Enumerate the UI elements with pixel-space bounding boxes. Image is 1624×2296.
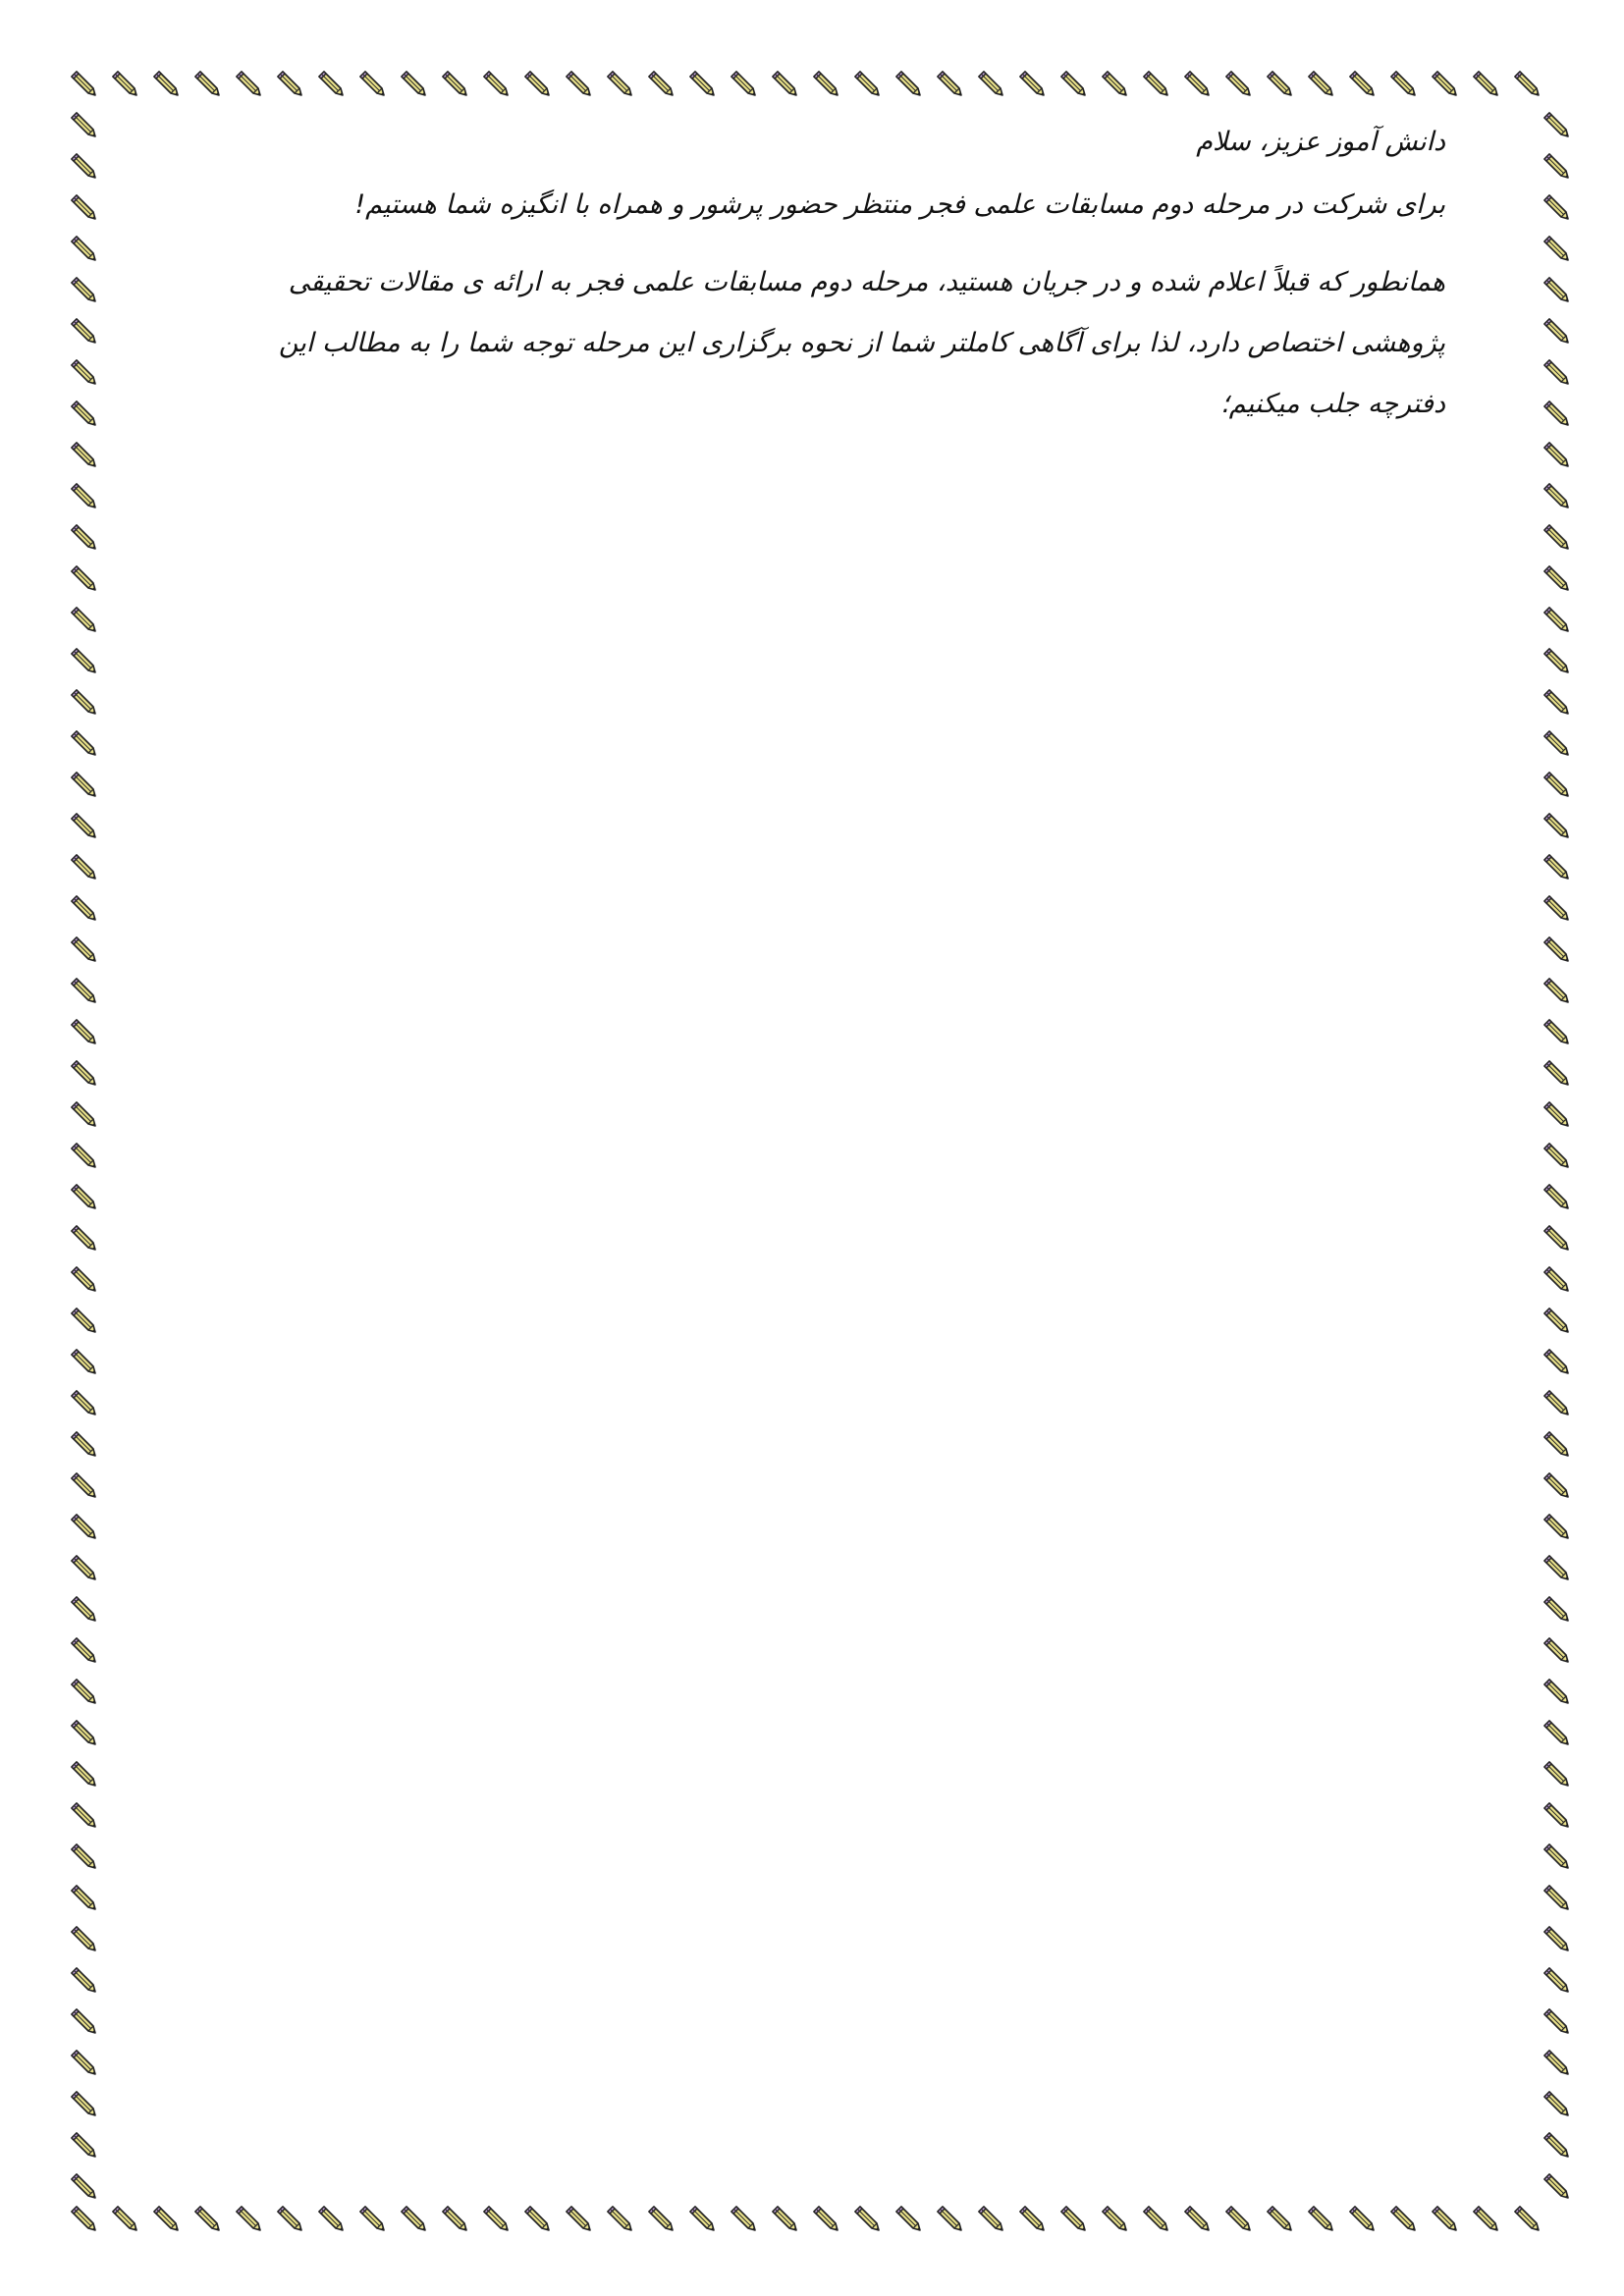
pencil-icon: [72, 278, 95, 301]
greeting-line: دانش آموز عزیز، سلام: [1196, 127, 1445, 157]
pencil-icon: [1061, 72, 1085, 95]
pencil-icon: [72, 1556, 95, 1579]
pencil-icon: [72, 72, 95, 95]
pencil-icon: [1544, 113, 1568, 136]
pencil-icon: [773, 2207, 796, 2230]
pencil-icon: [72, 1638, 95, 1662]
pencil-icon: [1544, 1473, 1568, 1497]
pencil-icon: [72, 1473, 95, 1497]
pencil-icon: [1433, 2207, 1456, 2230]
pencil-icon: [1544, 2051, 1568, 2074]
pencil-icon: [72, 2207, 95, 2230]
pencil-icon: [896, 2207, 920, 2230]
pencil-icon: [1544, 278, 1568, 301]
pencil-icon: [690, 2207, 714, 2230]
pencil-icon: [72, 360, 95, 384]
pencil-icon: [72, 1061, 95, 1085]
pencil-icon: [1433, 72, 1456, 95]
pencil-icon: [72, 1391, 95, 1415]
pencil-icon: [319, 2207, 343, 2230]
pencil-icon: [1544, 443, 1568, 466]
pencil-icon: [1474, 72, 1497, 95]
pencil-icon: [72, 773, 95, 796]
pencil-icon: [72, 896, 95, 920]
pencil-icon: [402, 72, 425, 95]
pencil-icon: [72, 1721, 95, 1744]
pencil-icon: [1544, 1185, 1568, 1208]
pencil-icon: [1020, 2207, 1044, 2230]
paragraph-details: همانطور که قبلاً اعلام شده و در جریان هستید، مرحله دوم مسابقات علمی فجر به ارائه ی مقالات تحقیقی پژوهشی اختصاص دارد، لذا برای آگاهی کاملتر شما از نحوه برگزاری این مرحله توجه شما را به مطالب این دفترچه جلب میکنیم؛: [278, 267, 1445, 419]
pencil-icon: [72, 566, 95, 590]
pencil-icon: [113, 72, 136, 95]
pencil-icon: [1544, 1803, 1568, 1827]
pencil-icon: [1350, 2207, 1374, 2230]
pencil-icon: [1544, 1680, 1568, 1703]
pencil-icon: [72, 1968, 95, 1992]
pencil-icon: [567, 2207, 590, 2230]
pencil-icon: [72, 2092, 95, 2115]
pencil-icon: [1544, 1927, 1568, 1950]
pencil-icon: [773, 72, 796, 95]
pencil-icon: [1309, 72, 1332, 95]
pencil-icon: [237, 2207, 260, 2230]
pencil-icon: [154, 2207, 178, 2230]
pencil-icon: [72, 195, 95, 219]
pencil-icon: [1544, 237, 1568, 260]
pencil-icon: [154, 72, 178, 95]
pencil-icon: [1544, 2009, 1568, 2033]
pencil-icon: [113, 2207, 136, 2230]
paragraph-invitation: برای شرکت در مرحله دوم مسابقات علمی فجر منتظر حضور پرشور و همراه با انگیزه شما هستیم!: [354, 189, 1445, 220]
pencil-icon: [1544, 1267, 1568, 1291]
pencil-icon: [1544, 855, 1568, 879]
pencil-icon: [72, 1762, 95, 1786]
pencil-icon: [72, 1597, 95, 1621]
pencil-icon: [1226, 72, 1250, 95]
pencil-icon: [72, 855, 95, 879]
pencil-icon: [649, 2207, 673, 2230]
pencil-icon: [1544, 1391, 1568, 1415]
pencil-icon: [608, 2207, 631, 2230]
pencil-icon: [72, 1226, 95, 1250]
pencil-icon: [72, 690, 95, 714]
pencil-icon: [484, 2207, 508, 2230]
pencil-icon: [72, 937, 95, 961]
pencil-icon: [72, 1844, 95, 1868]
pencil-icon: [72, 319, 95, 343]
pencil-icon: [690, 72, 714, 95]
pencil-icon: [1144, 72, 1167, 95]
pencil-icon: [1544, 690, 1568, 714]
pencil-icon: [979, 72, 1002, 95]
pencil-icon: [72, 2133, 95, 2157]
pencil-icon: [72, 731, 95, 755]
pencil-icon: [72, 1185, 95, 1208]
pencil-icon: [1020, 72, 1044, 95]
pencil-icon: [1309, 2207, 1332, 2230]
pencil-icon: [649, 72, 673, 95]
pencil-icon: [319, 72, 343, 95]
pencil-icon: [1544, 1597, 1568, 1621]
pencil-icon: [72, 1886, 95, 1909]
pencil-icon: [1515, 72, 1539, 95]
pencil-icon: [360, 72, 384, 95]
pencil-icon: [1268, 2207, 1291, 2230]
pencil-icon: [1544, 2133, 1568, 2157]
pencil-icon: [1544, 608, 1568, 631]
pencil-icon: [1544, 1432, 1568, 1456]
pencil-icon: [72, 2174, 95, 2198]
pencil-icon: [1544, 1556, 1568, 1579]
pencil-icon: [608, 72, 631, 95]
pencil-icon: [72, 401, 95, 425]
pencil-icon: [72, 1803, 95, 1827]
pencil-icon: [1544, 773, 1568, 796]
pencil-icon: [72, 979, 95, 1002]
pencil-icon: [1544, 1638, 1568, 1662]
pencil-icon: [72, 154, 95, 178]
pencil-icon: [1544, 1515, 1568, 1538]
letter-body: [196, 123, 1445, 435]
pencil-icon: [72, 1432, 95, 1456]
pencil-icon: [72, 237, 95, 260]
pencil-icon: [1226, 2207, 1250, 2230]
pencil-icon: [72, 1350, 95, 1373]
pencil-icon: [72, 814, 95, 837]
pencil-icon: [72, 525, 95, 549]
pencil-icon: [938, 2207, 961, 2230]
pencil-icon: [72, 1927, 95, 1950]
pencil-icon: [1544, 814, 1568, 837]
pencil-icon: [1544, 195, 1568, 219]
pencil-icon: [1544, 1968, 1568, 1992]
pencil-icon: [1144, 2207, 1167, 2230]
pencil-icon: [1268, 72, 1291, 95]
pencil-icon: [1544, 1226, 1568, 1250]
pencil-icon: [1544, 979, 1568, 1002]
pencil-icon: [1061, 2207, 1085, 2230]
pencil-icon: [814, 2207, 838, 2230]
pencil-icon: [938, 72, 961, 95]
pencil-icon: [1185, 72, 1209, 95]
pencil-icon: [72, 1515, 95, 1538]
pencil-icon: [1544, 731, 1568, 755]
pencil-icon: [1544, 1350, 1568, 1373]
pencil-icon: [1544, 525, 1568, 549]
pencil-icon: [731, 2207, 755, 2230]
pencil-icon: [1544, 566, 1568, 590]
pencil-icon: [72, 1144, 95, 1167]
pencil-icon: [72, 484, 95, 507]
pencil-icon: [1544, 1061, 1568, 1085]
pencil-icon: [1544, 1886, 1568, 1909]
pencil-icon: [484, 72, 508, 95]
pencil-icon: [1544, 1102, 1568, 1126]
pencil-icon: [1544, 484, 1568, 507]
pencil-icon: [72, 1308, 95, 1332]
pencil-icon: [1544, 2174, 1568, 2198]
pencil-icon: [195, 2207, 219, 2230]
pencil-icon: [1474, 2207, 1497, 2230]
pencil-icon: [72, 1102, 95, 1126]
pencil-icon: [1544, 649, 1568, 672]
pencil-icon: [979, 2207, 1002, 2230]
pencil-icon: [896, 72, 920, 95]
pencil-icon: [72, 608, 95, 631]
pencil-icon: [237, 72, 260, 95]
pencil-icon: [1544, 1144, 1568, 1167]
pencil-icon: [443, 2207, 466, 2230]
pencil-icon: [1544, 154, 1568, 178]
pencil-icon: [1544, 360, 1568, 384]
pencil-icon: [72, 1020, 95, 1043]
pencil-icon: [525, 72, 549, 95]
pencil-icon: [1544, 1308, 1568, 1332]
pencil-icon: [1544, 1762, 1568, 1786]
pencil-icon: [72, 649, 95, 672]
pencil-icon: [1391, 2207, 1415, 2230]
pencil-icon: [278, 2207, 301, 2230]
pencil-icon: [72, 1680, 95, 1703]
pencil-icon: [443, 72, 466, 95]
pencil-icon: [72, 2009, 95, 2033]
pencil-icon: [72, 2051, 95, 2074]
pencil-icon: [278, 72, 301, 95]
pencil-icon: [195, 72, 219, 95]
pencil-icon: [360, 2207, 384, 2230]
pencil-icon: [1544, 2092, 1568, 2115]
pencil-icon: [525, 2207, 549, 2230]
pencil-icon: [814, 72, 838, 95]
pencil-icon: [731, 72, 755, 95]
pencil-icon: [72, 113, 95, 136]
pencil-icon: [1544, 1020, 1568, 1043]
pencil-icon: [72, 1267, 95, 1291]
pencil-icon: [1103, 72, 1126, 95]
pencil-icon: [855, 72, 879, 95]
pencil-icon: [1544, 1721, 1568, 1744]
pencil-icon: [72, 443, 95, 466]
pencil-icon: [1544, 937, 1568, 961]
pencil-icon: [1544, 401, 1568, 425]
pencil-icon: [1544, 896, 1568, 920]
pencil-icon: [567, 72, 590, 95]
pencil-icon: [402, 2207, 425, 2230]
pencil-icon: [1103, 2207, 1126, 2230]
pencil-icon: [855, 2207, 879, 2230]
pencil-icon: [1391, 72, 1415, 95]
pencil-icon: [1350, 72, 1374, 95]
pencil-icon: [1544, 1844, 1568, 1868]
pencil-icon: [1544, 319, 1568, 343]
pencil-icon: [1515, 2207, 1539, 2230]
pencil-icon: [1185, 2207, 1209, 2230]
